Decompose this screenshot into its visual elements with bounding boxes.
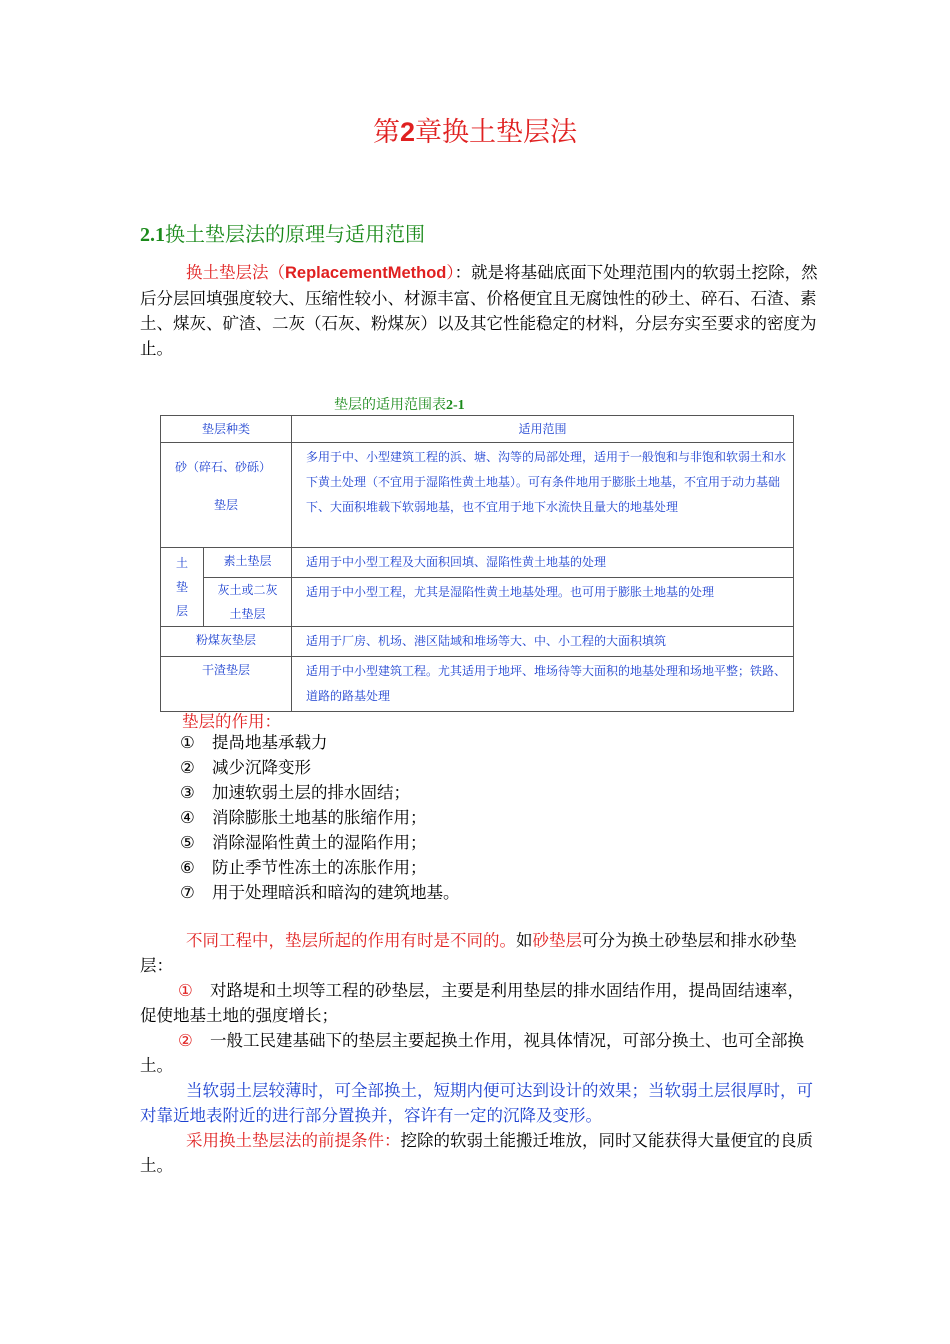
list-item: ③ 加速软弱土层的排水固结； xyxy=(180,783,410,802)
category-cell: 干渣垫层 xyxy=(161,657,292,712)
group-cell: 土垫层 xyxy=(161,548,204,627)
intro-paragraph: 换土垫层法（ReplacementMethod）：就是将基础底面下处理范围内的软弱土挖除，然后分层回填强度较大、压缩性较小、材源丰富、价格便宜且无腐蚀性的砂土、碎石、石渣、素土、煤灰、矿渣、二灰（石灰、粉煤灰）以及其它性能稳定的材料，分层夯实至要求的密度为止。 xyxy=(140,263,818,358)
list-item: ⑦ 用于处理暗浜和暗沟的建筑地基。 xyxy=(180,883,460,902)
paragraph-sand-cushion: 不同工程中，垫层所起的作用有时是不同的。如砂垫层可分为换土砂垫层和排水砂垫层： xyxy=(140,931,797,975)
paragraph-precondition: 采用换土垫层法的前提条件：挖除的软弱土能搬迁堆放，同时又能获得大量便宜的良质土。 xyxy=(140,1131,813,1175)
list-item: ⑥ 防止季节性冻土的冻胀作用； xyxy=(180,858,427,877)
description-cell: 适用于中小型工程及大面积回填、湿陷性黄土地基的处理 xyxy=(292,548,794,578)
list-item: ① 提咼地基承载力 xyxy=(180,733,328,752)
paragraph-item-2: ② 一般工民建基础下的垫层主要起换土作用，视具体情况，可部分换土、也可全部换土。 xyxy=(140,1031,804,1075)
header-cell-range: 适用范围 xyxy=(292,416,794,443)
category-cell: 砂（碎石、砂砾） 垫层 xyxy=(161,443,292,548)
description-cell: 多用于中、小型建筑工程的浜、塘、沟等的局部处理，适用于一般饱和与非饱和软弱土和水下黄土处理（不宜用于湿陷性黄土地基）。可有条件地用于膨胀土地基，不宜用于动力基础下、大面积堆载下软弱地基，也不宜用于地下水流快且量大的地基处理 xyxy=(292,443,794,548)
table-header-row xyxy=(161,416,794,443)
chapter-title: 第2章换土垫层法 xyxy=(372,117,578,148)
roles-heading: 垫层的作用： xyxy=(182,712,281,731)
description-cell: 适用于厂房、机场、港区陆域和堆场等大、中、小工程的大面积填筑 xyxy=(292,627,794,657)
paragraph-item-1: ① 对路堤和土坝等工程的砂垫层，主要是利用垫层的排水固结作用，提咼固结速率，促使地基土地的强度增长； xyxy=(140,981,804,1025)
description-cell: 适用于中小型工程，尤其是湿陷性黄土地基处理。也可用于膨胀土地基的处理 xyxy=(292,578,794,627)
header-cell-type: 垫层种类 xyxy=(161,416,292,443)
table-row xyxy=(161,627,794,657)
cushion-range-table xyxy=(160,415,794,712)
term-label: 换土垫层法（ xyxy=(186,263,285,282)
description-cell: 适用于中小型建筑工程。尤其适用于地坪、堆场待等大面积的地基处理和场地平整；铁路、道路的路基处理 xyxy=(292,657,794,712)
list-item: ② 减少沉降变形 xyxy=(180,758,311,777)
table-row xyxy=(161,578,794,627)
section-heading: 2.1换土垫层法的原理与适用范围 xyxy=(140,222,425,246)
category-cell: 粉煤灰垫层 xyxy=(161,627,292,657)
table-row xyxy=(161,657,794,712)
term-english: ReplacementMethod xyxy=(285,264,447,282)
list-item: ⑤ 消除湿陷性黄土的湿陷作用； xyxy=(180,833,427,852)
table-caption: 垫层的适用范围表2-1 xyxy=(334,397,465,413)
list-item: ④ 消除膨胀土地基的胀缩作用； xyxy=(180,808,427,827)
paragraph-thin-layer: 当软弱土层较薄时，可全部换土，短期内便可达到设计的效果；当软弱土层很厚时，可对靠近地表附近的进行部分置换并，容许有一定的沉降及变形。 xyxy=(140,1081,813,1125)
category-cell: 灰土或二灰土垫层 xyxy=(204,578,292,627)
category-cell: 素土垫层 xyxy=(204,548,292,578)
table-row xyxy=(161,548,794,578)
roles-list xyxy=(180,730,460,905)
table-row xyxy=(161,443,794,548)
